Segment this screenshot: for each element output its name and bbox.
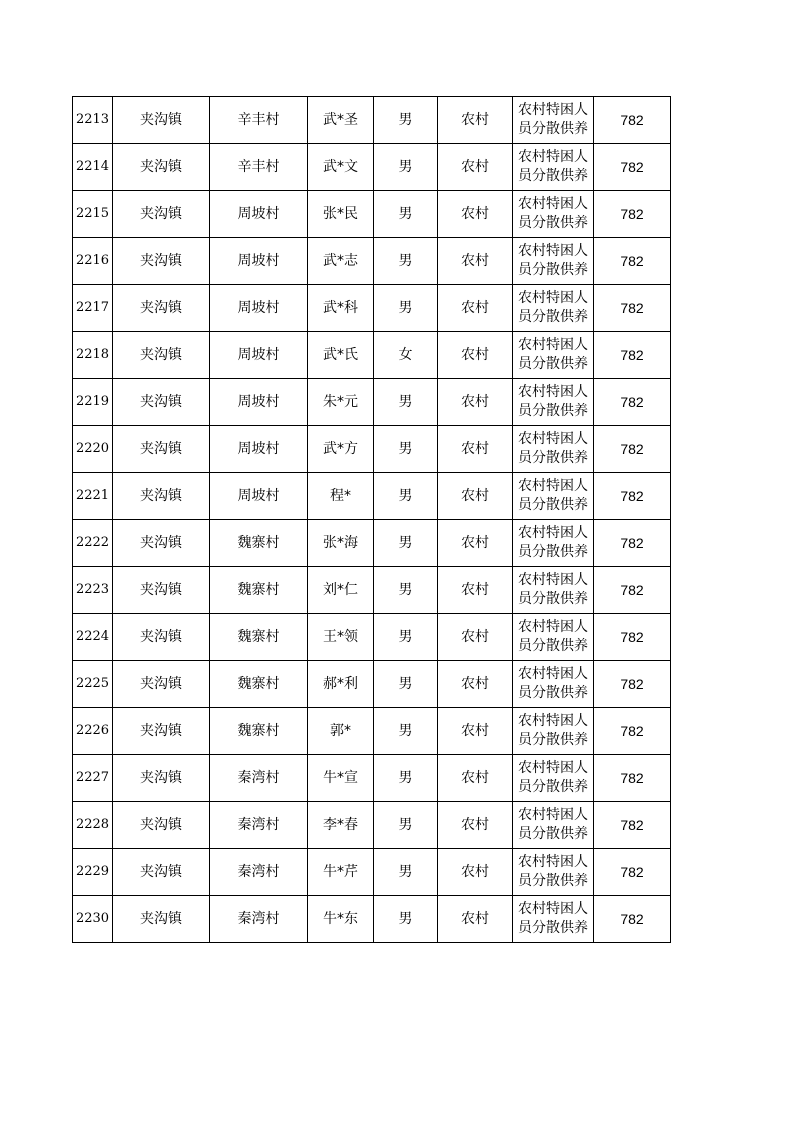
town-cell: 夹沟镇: [113, 379, 210, 426]
person-name-cell: 李*春: [308, 802, 374, 849]
person-name-cell: 武*氏: [308, 332, 374, 379]
assistance-category-cell: [513, 379, 594, 426]
amount-cell: 782: [594, 191, 671, 238]
gender-cell: 男: [374, 802, 438, 849]
gender-cell: 男: [374, 614, 438, 661]
person-name-cell: 武*志: [308, 238, 374, 285]
town-cell: 夹沟镇: [113, 802, 210, 849]
person-name-cell: 牛*东: [308, 896, 374, 943]
serial-number-cell: 2215: [73, 191, 113, 238]
town-cell: 夹沟镇: [113, 285, 210, 332]
category-line-2: 员分散供养: [518, 826, 588, 842]
table-row: [73, 332, 671, 379]
table-row: [73, 708, 671, 755]
category-line-2: 员分散供养: [518, 121, 588, 137]
gender-cell: 男: [374, 473, 438, 520]
town-cell: 夹沟镇: [113, 614, 210, 661]
village-cell: 秦湾村: [210, 802, 308, 849]
table-row: [73, 802, 671, 849]
category-line-2: 员分散供养: [518, 215, 588, 231]
town-cell: 夹沟镇: [113, 849, 210, 896]
serial-number-cell: 2222: [73, 520, 113, 567]
category-line-1: 农村特困人: [518, 478, 588, 494]
amount-cell: 782: [594, 708, 671, 755]
residence-type-cell: 农村: [438, 285, 513, 332]
category-line-2: 员分散供养: [518, 732, 588, 748]
table-row: [73, 755, 671, 802]
town-cell: 夹沟镇: [113, 144, 210, 191]
residence-type-cell: 农村: [438, 97, 513, 144]
assistance-category-cell: [513, 567, 594, 614]
village-cell: 辛丰村: [210, 144, 308, 191]
serial-number-cell: 2229: [73, 849, 113, 896]
serial-number-cell: 2217: [73, 285, 113, 332]
town-cell: 夹沟镇: [113, 520, 210, 567]
table-row: [73, 285, 671, 332]
category-line-1: 农村特困人: [518, 243, 588, 259]
assistance-category-cell: [513, 332, 594, 379]
village-cell: 秦湾村: [210, 896, 308, 943]
village-cell: 秦湾村: [210, 849, 308, 896]
person-name-cell: 武*科: [308, 285, 374, 332]
category-line-1: 农村特困人: [518, 525, 588, 541]
gender-cell: 男: [374, 285, 438, 332]
table-row: [73, 238, 671, 285]
assistance-category-cell: [513, 144, 594, 191]
assistance-category-cell: [513, 97, 594, 144]
serial-number-cell: 2221: [73, 473, 113, 520]
category-line-1: 农村特困人: [518, 290, 588, 306]
village-cell: 秦湾村: [210, 755, 308, 802]
town-cell: 夹沟镇: [113, 896, 210, 943]
gender-cell: 男: [374, 238, 438, 285]
town-cell: 夹沟镇: [113, 238, 210, 285]
serial-number-cell: 2224: [73, 614, 113, 661]
serial-number-cell: 2218: [73, 332, 113, 379]
person-name-cell: 武*方: [308, 426, 374, 473]
table-row: [73, 426, 671, 473]
residence-type-cell: 农村: [438, 426, 513, 473]
table-row: [73, 661, 671, 708]
gender-cell: 男: [374, 191, 438, 238]
amount-cell: 782: [594, 144, 671, 191]
serial-number-cell: 2213: [73, 97, 113, 144]
person-name-cell: 张*海: [308, 520, 374, 567]
gender-cell: 男: [374, 97, 438, 144]
roster-table: [72, 96, 671, 943]
residence-type-cell: 农村: [438, 520, 513, 567]
person-name-cell: 张*民: [308, 191, 374, 238]
town-cell: 夹沟镇: [113, 755, 210, 802]
table-row: [73, 849, 671, 896]
residence-type-cell: 农村: [438, 614, 513, 661]
category-line-1: 农村特困人: [518, 102, 588, 118]
table-row: [73, 896, 671, 943]
category-line-2: 员分散供养: [518, 403, 588, 419]
village-cell: 魏寨村: [210, 708, 308, 755]
residence-type-cell: 农村: [438, 661, 513, 708]
village-cell: 魏寨村: [210, 520, 308, 567]
serial-number-cell: 2227: [73, 755, 113, 802]
assistance-category-cell: [513, 520, 594, 567]
gender-cell: 男: [374, 708, 438, 755]
category-line-1: 农村特困人: [518, 901, 588, 917]
amount-cell: 782: [594, 849, 671, 896]
table-row: [73, 473, 671, 520]
town-cell: 夹沟镇: [113, 708, 210, 755]
village-cell: 周坡村: [210, 191, 308, 238]
gender-cell: 男: [374, 849, 438, 896]
serial-number-cell: 2226: [73, 708, 113, 755]
category-line-1: 农村特困人: [518, 196, 588, 212]
category-line-1: 农村特困人: [518, 807, 588, 823]
town-cell: 夹沟镇: [113, 97, 210, 144]
gender-cell: 男: [374, 567, 438, 614]
residence-type-cell: 农村: [438, 708, 513, 755]
assistance-category-cell: [513, 849, 594, 896]
person-name-cell: 牛*芹: [308, 849, 374, 896]
village-cell: 魏寨村: [210, 661, 308, 708]
category-line-1: 农村特困人: [518, 149, 588, 165]
village-cell: 周坡村: [210, 379, 308, 426]
village-cell: 周坡村: [210, 332, 308, 379]
category-line-1: 农村特困人: [518, 854, 588, 870]
category-line-2: 员分散供养: [518, 544, 588, 560]
assistance-category-cell: [513, 896, 594, 943]
village-cell: 魏寨村: [210, 567, 308, 614]
gender-cell: 男: [374, 520, 438, 567]
village-cell: 魏寨村: [210, 614, 308, 661]
category-line-2: 员分散供养: [518, 450, 588, 466]
gender-cell: 男: [374, 379, 438, 426]
village-cell: 周坡村: [210, 426, 308, 473]
person-name-cell: 刘*仁: [308, 567, 374, 614]
assistance-category-cell: [513, 473, 594, 520]
category-line-2: 员分散供养: [518, 920, 588, 936]
serial-number-cell: 2214: [73, 144, 113, 191]
residence-type-cell: 农村: [438, 191, 513, 238]
amount-cell: 782: [594, 755, 671, 802]
assistance-category-cell: [513, 614, 594, 661]
person-name-cell: 武*圣: [308, 97, 374, 144]
residence-type-cell: 农村: [438, 896, 513, 943]
amount-cell: 782: [594, 426, 671, 473]
table-row: [73, 520, 671, 567]
person-name-cell: 王*领: [308, 614, 374, 661]
gender-cell: 男: [374, 896, 438, 943]
serial-number-cell: 2228: [73, 802, 113, 849]
category-line-2: 员分散供养: [518, 638, 588, 654]
gender-cell: 男: [374, 661, 438, 708]
village-cell: 周坡村: [210, 473, 308, 520]
category-line-1: 农村特困人: [518, 337, 588, 353]
amount-cell: 782: [594, 520, 671, 567]
residence-type-cell: 农村: [438, 473, 513, 520]
residence-type-cell: 农村: [438, 238, 513, 285]
category-line-2: 员分散供养: [518, 873, 588, 889]
town-cell: 夹沟镇: [113, 567, 210, 614]
amount-cell: 782: [594, 802, 671, 849]
person-name-cell: 郝*利: [308, 661, 374, 708]
category-line-2: 员分散供养: [518, 685, 588, 701]
amount-cell: 782: [594, 661, 671, 708]
table-row: [73, 567, 671, 614]
serial-number-cell: 2225: [73, 661, 113, 708]
town-cell: 夹沟镇: [113, 661, 210, 708]
person-name-cell: 朱*元: [308, 379, 374, 426]
gender-cell: 男: [374, 144, 438, 191]
town-cell: 夹沟镇: [113, 191, 210, 238]
village-cell: 辛丰村: [210, 97, 308, 144]
category-line-1: 农村特困人: [518, 572, 588, 588]
person-name-cell: 武*文: [308, 144, 374, 191]
amount-cell: 782: [594, 896, 671, 943]
table-row: [73, 97, 671, 144]
amount-cell: 782: [594, 285, 671, 332]
residence-type-cell: 农村: [438, 755, 513, 802]
gender-cell: 女: [374, 332, 438, 379]
category-line-1: 农村特困人: [518, 431, 588, 447]
roster-body: [73, 97, 671, 943]
assistance-category-cell: [513, 426, 594, 473]
category-line-1: 农村特困人: [518, 619, 588, 635]
category-line-2: 员分散供养: [518, 356, 588, 372]
category-line-2: 员分散供养: [518, 591, 588, 607]
amount-cell: 782: [594, 238, 671, 285]
town-cell: 夹沟镇: [113, 426, 210, 473]
town-cell: 夹沟镇: [113, 332, 210, 379]
assistance-category-cell: [513, 661, 594, 708]
gender-cell: 男: [374, 755, 438, 802]
serial-number-cell: 2219: [73, 379, 113, 426]
table-row: [73, 379, 671, 426]
category-line-1: 农村特困人: [518, 666, 588, 682]
assistance-category-cell: [513, 755, 594, 802]
residence-type-cell: 农村: [438, 802, 513, 849]
category-line-2: 员分散供养: [518, 309, 588, 325]
person-name-cell: 牛*宣: [308, 755, 374, 802]
person-name-cell: 郭*: [308, 708, 374, 755]
village-cell: 周坡村: [210, 285, 308, 332]
residence-type-cell: 农村: [438, 144, 513, 191]
table-row: [73, 614, 671, 661]
assistance-category-cell: [513, 285, 594, 332]
category-line-2: 员分散供养: [518, 262, 588, 278]
table-row: [73, 191, 671, 238]
residence-type-cell: 农村: [438, 332, 513, 379]
residence-type-cell: 农村: [438, 567, 513, 614]
amount-cell: 782: [594, 614, 671, 661]
amount-cell: 782: [594, 473, 671, 520]
assistance-category-cell: [513, 191, 594, 238]
amount-cell: 782: [594, 97, 671, 144]
serial-number-cell: 2230: [73, 896, 113, 943]
category-line-2: 员分散供养: [518, 779, 588, 795]
category-line-2: 员分散供养: [518, 168, 588, 184]
category-line-1: 农村特困人: [518, 760, 588, 776]
assistance-category-cell: [513, 802, 594, 849]
category-line-1: 农村特困人: [518, 713, 588, 729]
residence-type-cell: 农村: [438, 379, 513, 426]
category-line-1: 农村特困人: [518, 384, 588, 400]
town-cell: 夹沟镇: [113, 473, 210, 520]
residence-type-cell: 农村: [438, 849, 513, 896]
amount-cell: 782: [594, 332, 671, 379]
assistance-category-cell: [513, 238, 594, 285]
serial-number-cell: 2220: [73, 426, 113, 473]
serial-number-cell: 2223: [73, 567, 113, 614]
assistance-category-cell: [513, 708, 594, 755]
amount-cell: 782: [594, 379, 671, 426]
table-row: [73, 144, 671, 191]
category-line-2: 员分散供养: [518, 497, 588, 513]
amount-cell: 782: [594, 567, 671, 614]
village-cell: 周坡村: [210, 238, 308, 285]
serial-number-cell: 2216: [73, 238, 113, 285]
person-name-cell: 程*: [308, 473, 374, 520]
gender-cell: 男: [374, 426, 438, 473]
